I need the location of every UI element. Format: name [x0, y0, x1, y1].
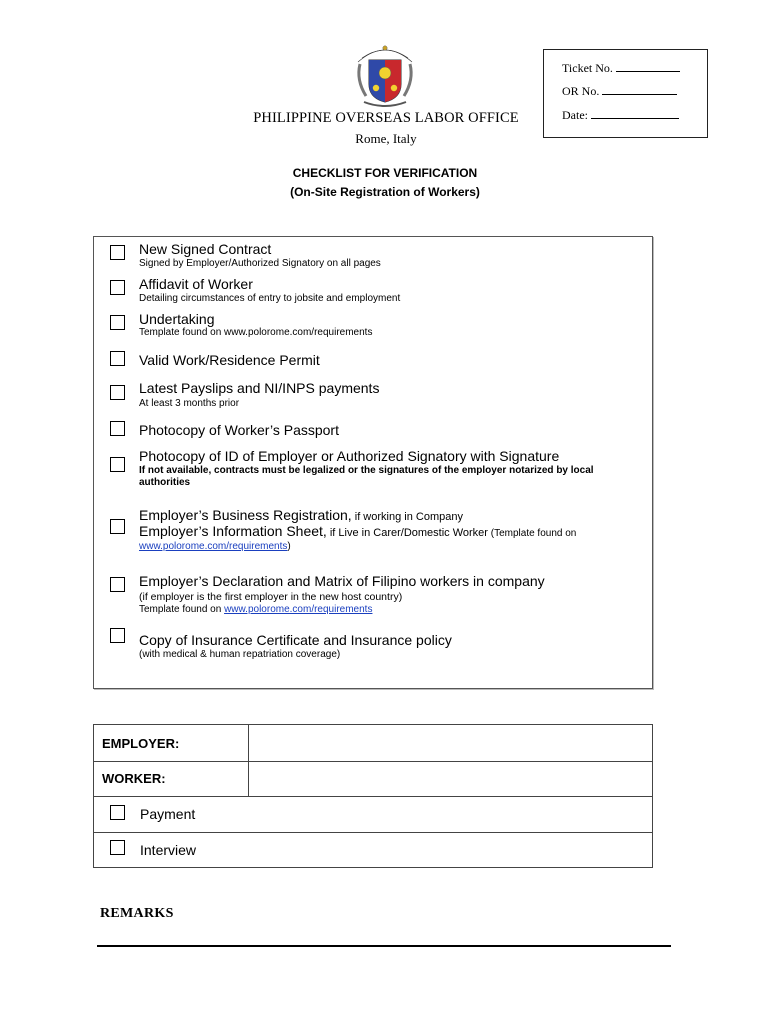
item-employer-declaration: Employer’s Declaration and Matrix of Filipino workers in company [139, 573, 545, 589]
date-line [591, 107, 679, 119]
checkbox-undertaking[interactable] [110, 315, 125, 330]
item-employer-declaration-note: (if employer is the first employer in the new host country) [139, 591, 403, 603]
checkbox-insurance-certificate[interactable] [110, 628, 125, 643]
table-divider [94, 832, 652, 833]
item-insurance-certificate-note: (with medical & human repatriation coverage) [139, 649, 341, 660]
table-divider [94, 796, 652, 797]
item-work-residence-permit: Valid Work/Residence Permit [139, 352, 320, 368]
employer-label: EMPLOYER: [102, 736, 180, 751]
date-field[interactable] [562, 107, 679, 123]
philippine-seal-logo [352, 40, 418, 110]
requirements-link-2[interactable]: www.polorome.com/requirements [224, 604, 373, 615]
item-undertaking-note: Template found on www.polorome.com/requirements [139, 327, 373, 338]
item-employer-id-note-2: authorities [139, 477, 191, 488]
worker-input[interactable] [250, 762, 650, 795]
ticket-no-line [616, 60, 680, 72]
employer-information-sheet-label: Employer’s Information Sheet, [139, 523, 327, 539]
employer-input[interactable] [250, 726, 650, 760]
or-no-line [602, 83, 677, 95]
ticket-box [543, 49, 708, 138]
item-undertaking: Undertaking [139, 311, 215, 327]
item-new-signed-contract-note: Signed by Employer/Authorized Signatory on all pages [139, 258, 381, 269]
office-location: Rome, Italy [355, 131, 417, 146]
ticket-no-label: Ticket No. [562, 61, 613, 75]
template-found-label: Template found on [139, 604, 225, 615]
or-no-label: OR No. [562, 84, 600, 98]
link-close-paren: ) [287, 541, 291, 552]
or-no-field[interactable] [562, 83, 677, 99]
item-employer-id-note: If not available, contracts must be legalized or the signatures of the employer notarized by local [139, 465, 594, 476]
item-employer-declaration-template [139, 604, 372, 615]
employer-information-sheet-tail: (Template found on [487, 528, 577, 539]
item-workers-passport: Photocopy of Worker’s Passport [139, 422, 339, 438]
requirements-link-1[interactable]: www.polorome.com/requirements [139, 541, 288, 552]
remarks-label: REMARKS [100, 906, 174, 921]
employer-information-sheet-note: if Live in Carer/Domestic Worker [326, 527, 488, 539]
checkbox-payment[interactable] [110, 805, 125, 820]
employer-business-registration-label: Employer’s Business Registration, [139, 507, 352, 523]
item-employer-id: Photocopy of ID of Employer or Authorized Signatory with Signature [139, 448, 560, 464]
ticket-no-field[interactable] [562, 60, 680, 76]
item-new-signed-contract: New Signed Contract [139, 241, 272, 257]
item-employer-information-sheet-link [139, 541, 291, 552]
item-employer-business-registration [139, 507, 463, 523]
checkbox-employer-registration[interactable] [110, 519, 125, 534]
worker-label: WORKER: [102, 771, 166, 786]
checkbox-workers-passport[interactable] [110, 421, 125, 436]
item-affidavit-of-worker: Affidavit of Worker [139, 276, 253, 292]
payment-label: Payment [140, 806, 196, 822]
remarks-line[interactable] [97, 945, 671, 947]
item-employer-information-sheet [139, 523, 576, 539]
employer-business-registration-note: if working in Company [351, 511, 463, 523]
item-payslips: Latest Payslips and NI/INPS payments [139, 380, 380, 396]
checkbox-payslips[interactable] [110, 385, 125, 400]
office-name: PHILIPPINE OVERSEAS LABOR OFFICE [253, 110, 519, 126]
checklist-subtitle: (On-Site Registration of Workers) [290, 185, 480, 199]
date-label: Date: [562, 108, 588, 122]
checkbox-employer-id[interactable] [110, 457, 125, 472]
checkbox-work-residence-permit[interactable] [110, 351, 125, 366]
checkbox-affidavit-of-worker[interactable] [110, 280, 125, 295]
interview-label: Interview [140, 842, 197, 858]
item-insurance-certificate: Copy of Insurance Certificate and Insurance policy [139, 632, 452, 648]
item-payslips-note: At least 3 months prior [139, 398, 240, 409]
item-affidavit-of-worker-note: Detailing circumstances of entry to jobsite and employment [139, 293, 401, 304]
checkbox-employer-declaration[interactable] [110, 577, 125, 592]
checkbox-interview[interactable] [110, 840, 125, 855]
registration-table [93, 724, 653, 868]
table-column-divider [248, 725, 249, 796]
checkbox-new-signed-contract[interactable] [110, 245, 125, 260]
checklist-title: CHECKLIST FOR VERIFICATION [292, 166, 478, 180]
